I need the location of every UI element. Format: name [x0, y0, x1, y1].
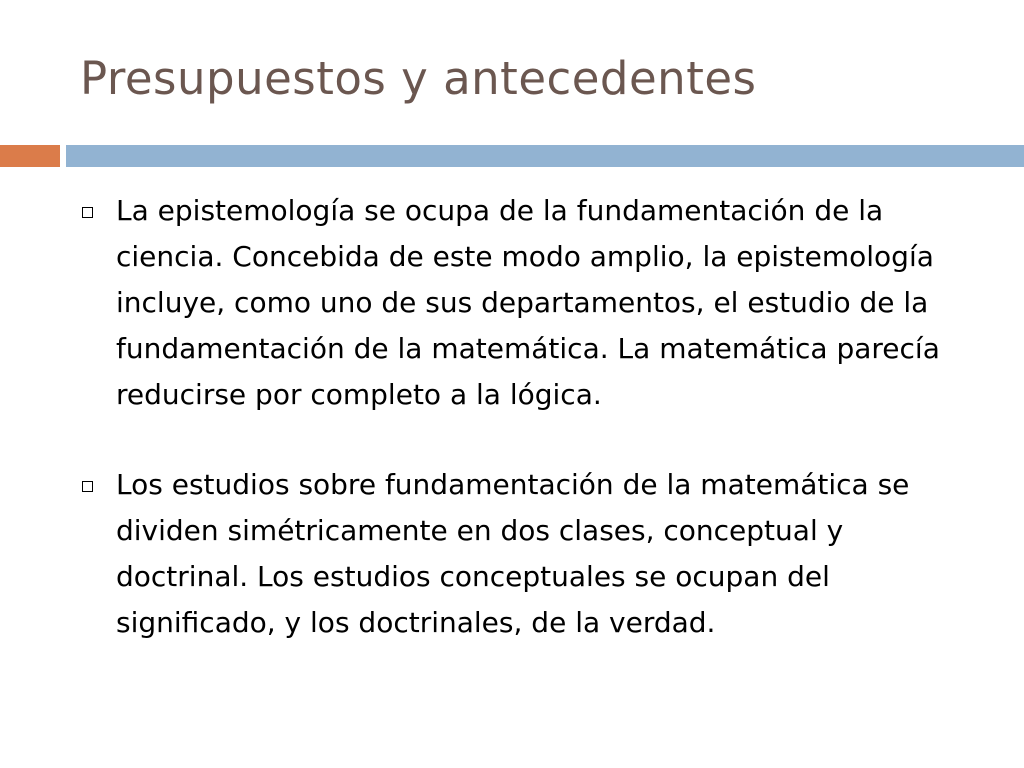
hollow-square-icon [82, 481, 93, 492]
title-underline-bar [66, 145, 1024, 167]
hollow-square-icon [82, 207, 93, 218]
bullet-list [82, 188, 982, 690]
accent-bar [0, 145, 60, 167]
bullet-text: Los estudios sobre fundamentación de la matemática se dividen simétricamente en dos clases, conceptual y doctrinal. Los estudios conceptuales se ocupan del significado, y los doctrinales, de la verdad. [116, 468, 910, 639]
slide-title: Presupuestos y antecedentes [80, 52, 757, 105]
bullet-text: La epistemología se ocupa de la fundamentación de la ciencia. Concebida de este modo amplio, la epistemología incluye, como uno de sus departamentos, el estudio de la fundamentación de la matemática. La matemática parecía reducirse por completo a la lógica. [116, 194, 940, 411]
bullet-item [82, 188, 982, 418]
bullet-item [82, 462, 982, 646]
